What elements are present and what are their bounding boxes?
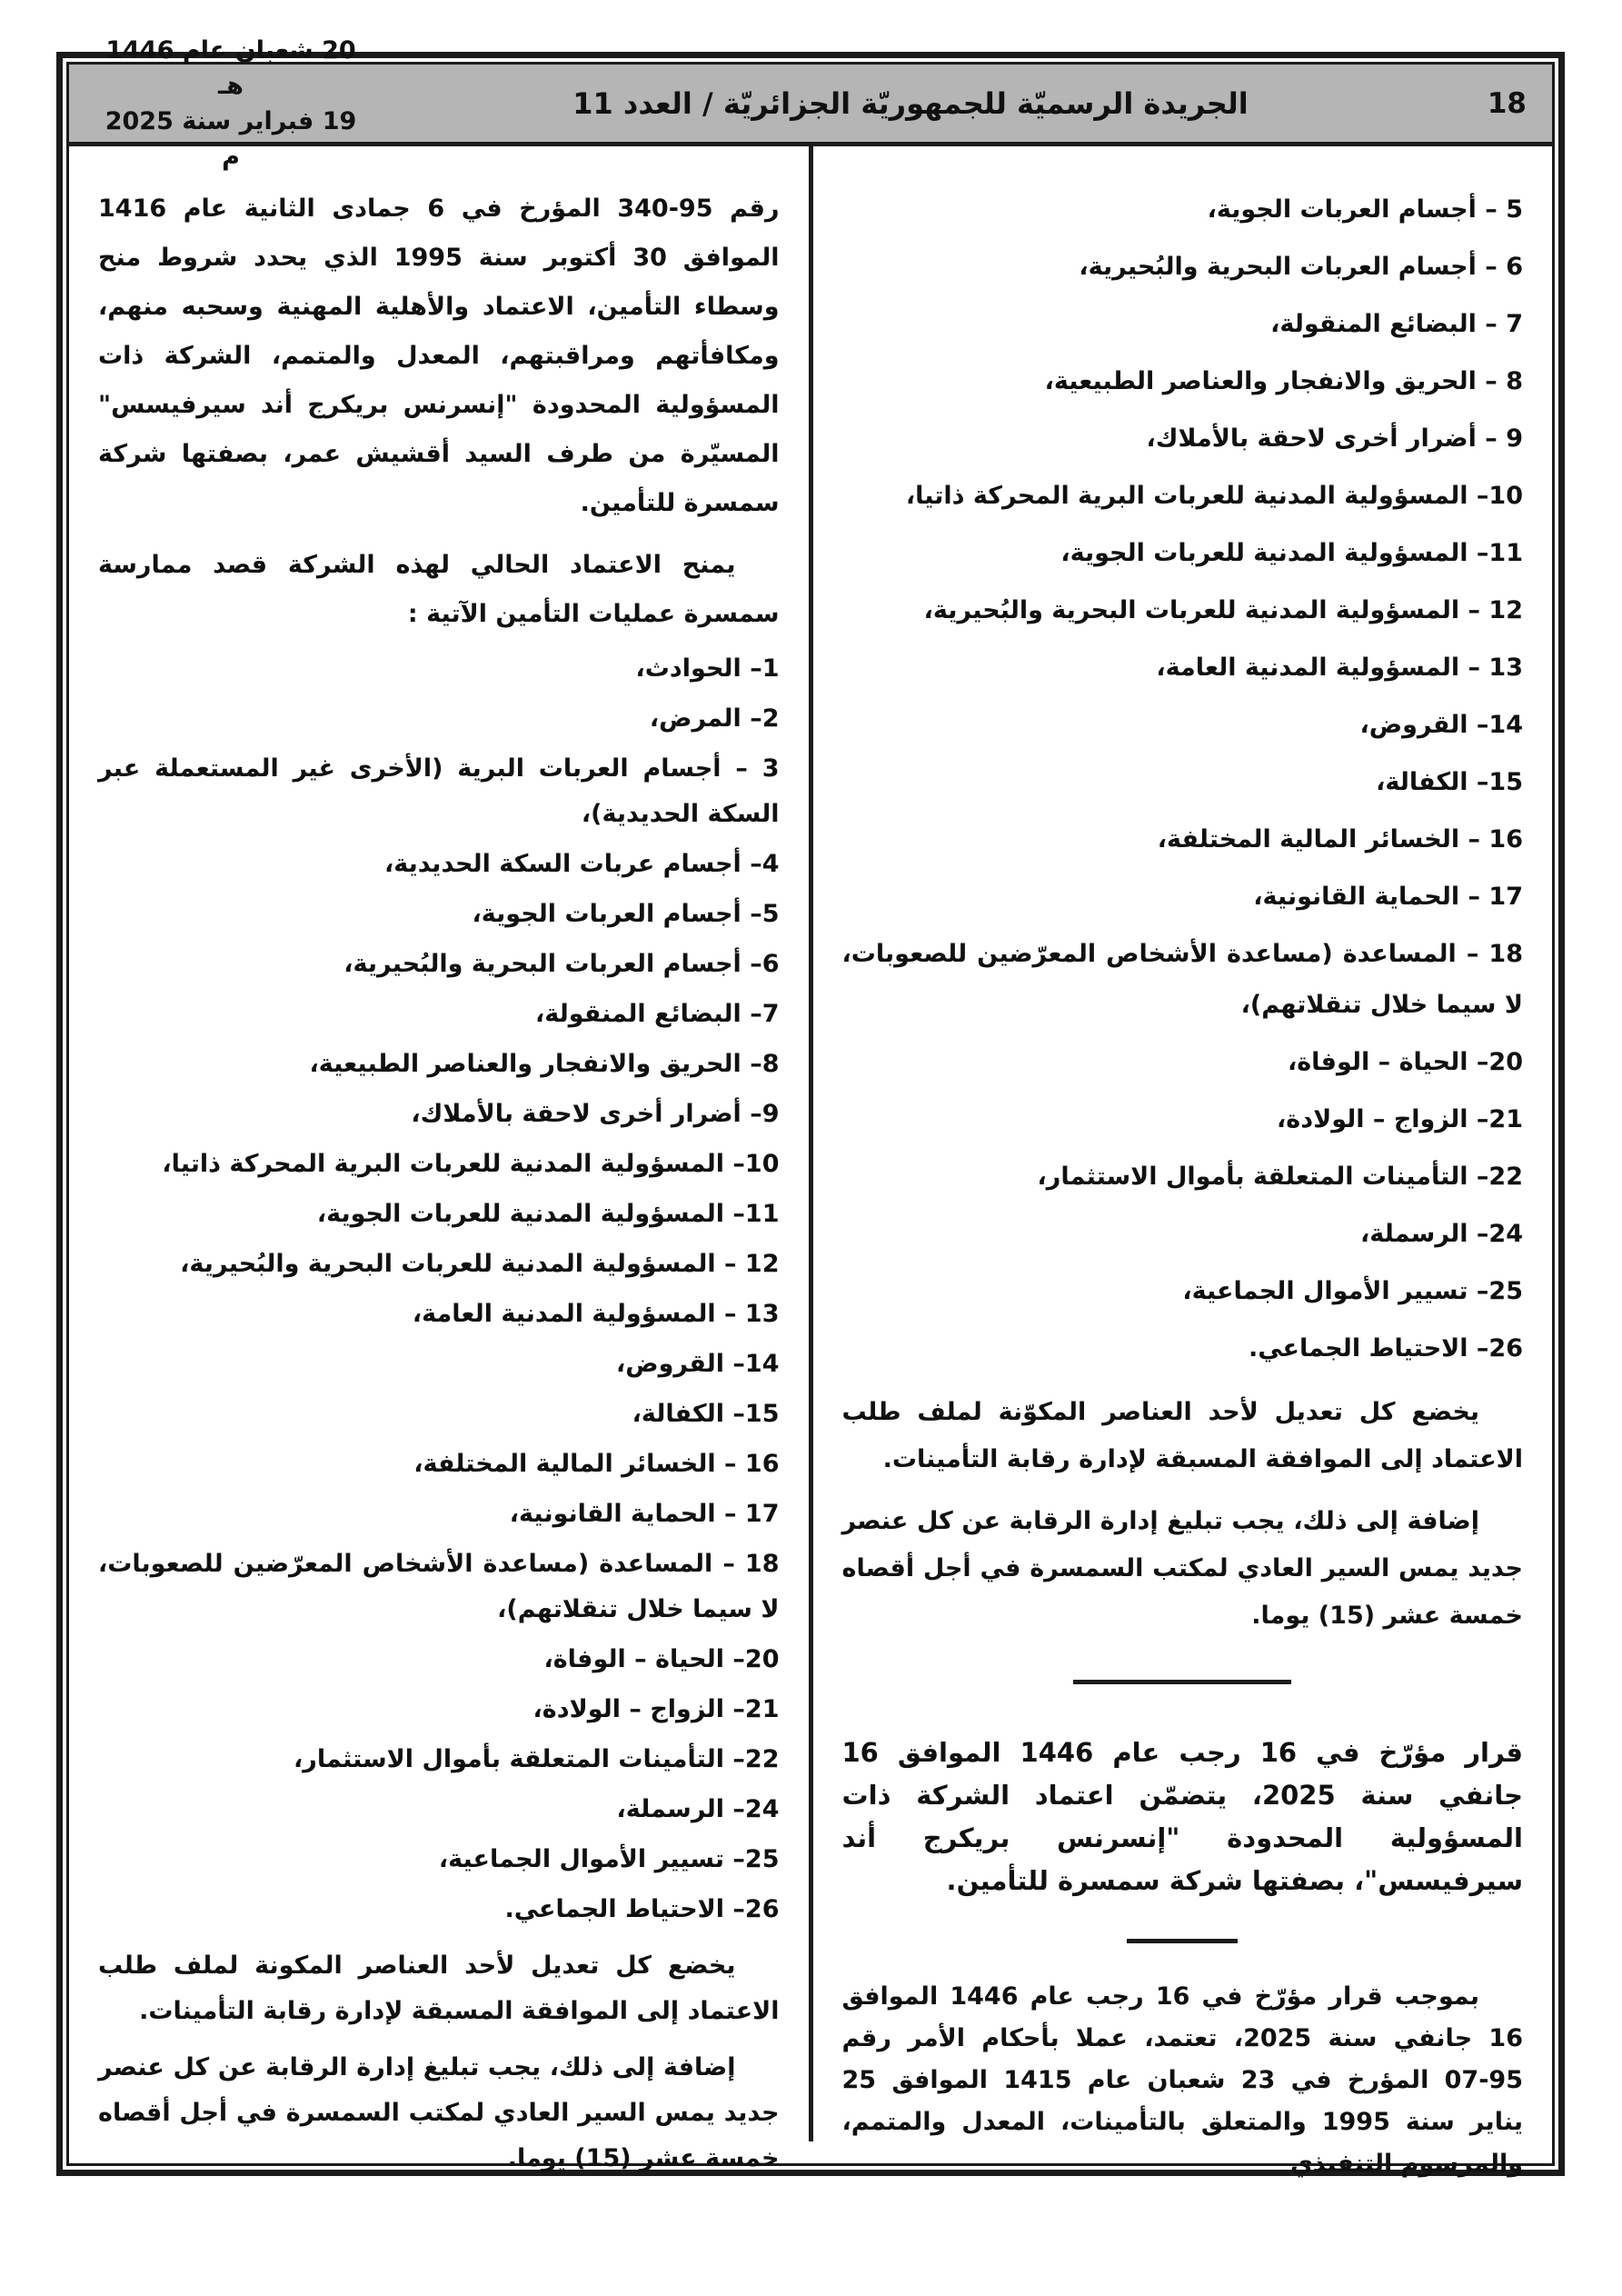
list-item: 10– المسؤولية المدنية للعربات البرية المحركة ذاتيا، [162, 1150, 780, 1178]
list-item: 6– أجسام العربات البحرية والبُحيرية، [343, 950, 780, 978]
decree-heading: قرار مؤرّخ في 16 رجب عام 1446 الموافق 16 جانفي سنة 2025، يتضمّن اعتماد الشركة ذات المسؤولية المحدودة "إنسرنس بريكرج أند سيرفيسس"، بصفتها شركة سمسرة للتأمين. [841, 1737, 1524, 1896]
date-gregorian: 19 فبراير سنة 2025 م [104, 106, 357, 171]
list-item: 8– الحريق والانفجار والعناصر الطبيعية، [309, 1050, 780, 1078]
list-item: 15– الكفالة، [1376, 768, 1523, 796]
list-item: 21– الزواج – الولادة، [1277, 1105, 1523, 1133]
list-item: 21– الزواج – الولادة، [532, 1695, 780, 1723]
list-item: 18 – المساعدة (مساعدة الأشخاص المعرّضين للصعوبات، لا سيما خلال تنقلاتهم)، [841, 940, 1523, 1019]
list-item: 14– القروض، [1359, 711, 1523, 739]
list-item: 22– التأمينات المتعلقة بأموال الاستثمار، [1037, 1163, 1523, 1191]
list-item: 9– أضرار أخرى لاحقة بالأملاك، [411, 1100, 780, 1128]
list-item: 12 – المسؤولية المدنية للعربات البحرية والبُحيرية، [923, 596, 1523, 624]
list-item: 2– المرض، [649, 704, 780, 733]
list-item: 5– أجسام العربات الجوية، [472, 900, 780, 928]
list-item: 1– الحوادث، [635, 654, 780, 683]
list-item: 17 – الحماية القانونية، [509, 1500, 780, 1528]
list-item: 15– الكفالة، [632, 1400, 780, 1428]
list-item: 3 – أجسام العربات البرية (الأخرى غير المستعملة عبر السكة الحديدية)، [98, 754, 780, 828]
list-item: 11– المسؤولية المدنية للعربات الجوية، [316, 1200, 780, 1228]
para-amendment-left: يخضع كل تعديل لأحد العناصر المكونة لملف طلب الاعتماد إلى الموافقة المسبقة لإدارة رقابة التأمينات. [98, 1952, 780, 2025]
insurance-operations-list-right [842, 185, 1524, 1374]
para-grant-intro: يمنح الاعتماد الحالي لهذه الشركة قصد ممارسة سمسرة عمليات التأمين الآتية : [98, 551, 780, 628]
page-frame-inner [66, 35, 1555, 2178]
content-area [69, 146, 1552, 2185]
list-item: 26– الاحتياط الجماعي. [504, 1895, 780, 1923]
page-number: 18 [1487, 86, 1527, 120]
left-column [69, 146, 809, 2185]
list-item: 11– المسؤولية المدنية للعربات الجوية، [1060, 539, 1523, 567]
para-notification-right: إضافة إلى ذلك، يجب تبليغ إدارة الرقابة عن كل عنصر جديد يمس السير العادي لمكتب السمسرة في أجل أقصاه خمسة عشر (15) يوما. [841, 1507, 1523, 1630]
list-item: 14– القروض، [616, 1350, 780, 1378]
list-item: 13 – المسؤولية المدنية العامة، [1156, 654, 1523, 682]
page-frame [56, 35, 1565, 2178]
list-item: 6 – أجسام العربات البحرية والبُحيرية، [1079, 253, 1523, 281]
list-item: 24– الرسملة، [616, 1795, 780, 1823]
insurance-operations-list-left [98, 646, 780, 1932]
list-item: 16 – الخسائر المالية المختلفة، [1157, 825, 1523, 854]
date-hijri: 20 شعبان عام 1446 هـ [105, 35, 356, 100]
para-decree-intro: بموجب قرار مؤرّخ في 16 رجب عام 1446 الموافق 16 جانفي سنة 2025، تعتمد، عملا بأحكام الأمر رقم 95‏-‏07 المؤرخ في 23 شعبان عام 1415 الموافق 25 يناير سنة 1995 والمتعلق بالتأمينات، المعدل والمتمم، والمرسوم التنفيذي [841, 1982, 1523, 2178]
list-item: 9 – أضرار أخرى لاحقة بالأملاك، [1146, 424, 1523, 453]
list-item: 18 – المساعدة (مساعدة الأشخاص المعرّضين للصعوبات، لا سيما خلال تنقلاتهم)، [98, 1550, 780, 1623]
list-item: 4– أجسام عربات السكة الحديدية، [383, 850, 780, 878]
list-item: 20– الحياة – الوفاة، [543, 1645, 780, 1673]
separator-rule-bottom [1127, 1939, 1238, 1943]
separator-rule-top [1073, 1680, 1291, 1684]
list-item: 7 – البضائع المنقولة، [1270, 310, 1523, 338]
list-item: 10– المسؤولية المدنية للعربات البرية المحركة ذاتيا، [905, 482, 1523, 510]
para-decree-continuation: رقم 95‏-‏340 المؤرخ في 6 جمادى الثانية عام 1416 الموافق 30 أكتوبر سنة 1995 الذي يحدد شروط منح وسطاء التأمين، الاعتماد والأهلية المهنية وسحبه منهم، ومكافأتهم ومراقبتهم، المعدل والمتمم، الشركة ذات المسؤولية المحدودة "إنسرنس بريكرج أند سيرفيسس" المسيّرة من طرف السيد أقشيش عمر، بصفتها شركة سمسرة للتأمين. [98, 195, 780, 517]
journal-title: الجريدة الرسميّة للجمهوريّة الجزائريّة / العدد 11 [572, 85, 1249, 121]
list-item: 13 – المسؤولية المدنية العامة، [412, 1300, 780, 1328]
para-notification-left: إضافة إلى ذلك، يجب تبليغ إدارة الرقابة عن كل عنصر جديد يمس السير العادي لمكتب السمسرة في أجل أقصاه خمسة عشر (15) يوما. [98, 2053, 780, 2172]
list-item: 8 – الحريق والانفجار والعناصر الطبيعية، [1044, 367, 1523, 395]
list-item: 16 – الخسائر المالية المختلفة، [413, 1450, 780, 1478]
list-item: 20– الحياة – الوفاة، [1287, 1048, 1523, 1076]
list-item: 25– تسيير الأموال الجماعية، [1182, 1277, 1523, 1305]
list-item: 17 – الحماية القانونية، [1253, 883, 1523, 911]
list-item: 7– البضائع المنقولة، [535, 1000, 780, 1028]
para-amendment-right: يخضع كل تعديل لأحد العناصر المكوّنة لملف طلب الاعتماد إلى الموافقة المسبقة لإدارة رقابة التأمينات. [841, 1398, 1523, 1473]
right-column [813, 146, 1553, 2185]
list-item: 12 – المسؤولية المدنية للعربات البحرية والبُحيرية، [180, 1250, 780, 1278]
list-item: 24– الرسملة، [1360, 1220, 1523, 1248]
list-item: 5 – أجسام العربات الجوية، [1207, 195, 1523, 224]
list-item: 22– التأمينات المتعلقة بأموال الاستثمار، [294, 1745, 780, 1773]
column-divider [809, 146, 813, 2141]
list-item: 25– تسيير الأموال الجماعية، [438, 1845, 780, 1873]
header-bar [69, 35, 1552, 171]
list-item: 26– الاحتياط الجماعي. [1248, 1334, 1523, 1363]
